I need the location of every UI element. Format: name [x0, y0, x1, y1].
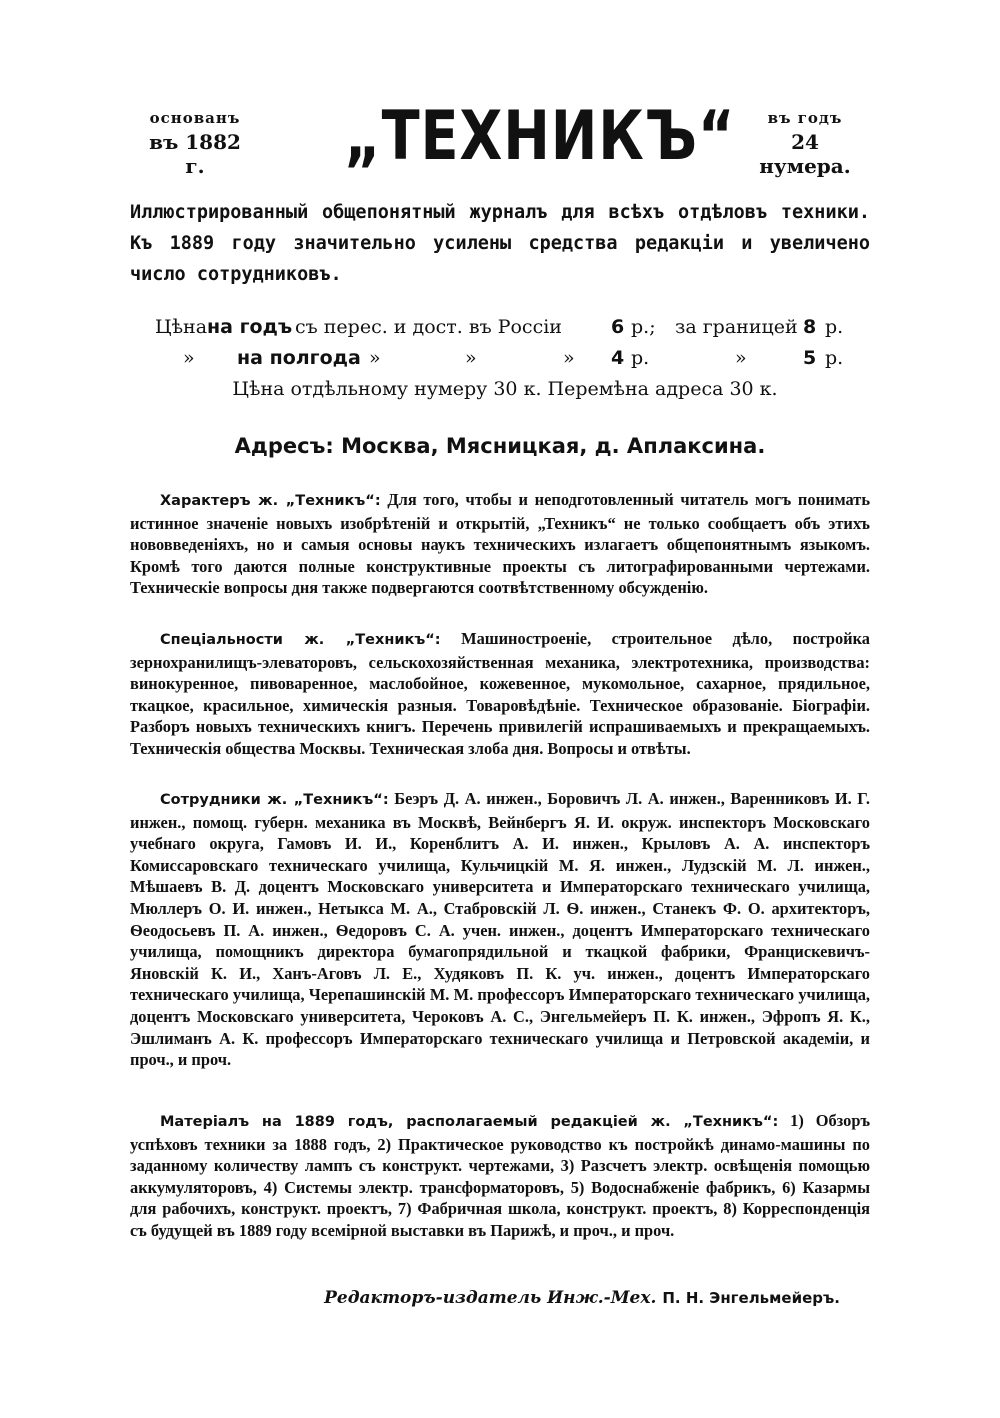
section-character [130, 489, 870, 599]
ditto-mark: » [563, 347, 575, 369]
intro-text: Иллюстрированный общепонятный журналъ для всѣхъ отдѣловъ техники. Къ 1889 году значительно усилены средства редакціи и увеличено число сотрудниковъ. [130, 202, 870, 285]
editor-name: П. Н. Энгельмейеръ. [662, 1289, 840, 1307]
price-row-half-year [155, 347, 855, 378]
section-contributors [130, 788, 870, 1071]
founded-label: основанъ [149, 109, 241, 127]
masthead [130, 92, 870, 192]
issues-count: 24 нумера. [759, 130, 851, 178]
section-heading: Характеръ ж. „Техникъ“: [160, 493, 381, 509]
section-specialties [130, 628, 870, 760]
price-year-abroad: 8 [803, 316, 817, 338]
editor-role: Редакторъ-издатель Инж.-Мех. [324, 1288, 657, 1308]
editor-signature [130, 1288, 840, 1308]
currency-label: р.; [631, 316, 656, 338]
ditto-mark: » [465, 347, 477, 369]
section-materials [130, 1110, 870, 1242]
issues-label: въ годъ [767, 109, 843, 127]
section-heading: Матеріалъ на 1889 годъ, располагаемый редакціей ж. „Техникъ“: [160, 1114, 779, 1130]
ditto-mark: » [735, 347, 747, 369]
issues-block [750, 106, 860, 178]
currency-label: р. [825, 316, 844, 338]
editorial-address: Адресъ: Москва, Мясницкая, д. Аплаксина. [234, 434, 766, 458]
abroad-label: за границей [675, 316, 798, 338]
period-half-year: на полгода [237, 347, 361, 369]
price-block [155, 316, 855, 409]
section-heading: Спеціальности ж. „Техникъ“: [160, 632, 441, 648]
ditto-mark: » [183, 347, 195, 369]
delivery-text: съ перес. и дост. въ Россіи [295, 316, 562, 338]
price-year-russia: 6 [611, 316, 625, 338]
founded-year: въ 1882 г. [149, 130, 241, 178]
ditto-mark: » [369, 347, 381, 369]
price-row-year [155, 316, 855, 347]
founded-block [140, 106, 250, 178]
price-label: Цѣна [155, 316, 208, 338]
price-row-single [155, 378, 855, 409]
journal-title: „ТЕХНИКЪ“ [344, 97, 736, 176]
price-half-abroad: 5 [803, 347, 817, 369]
section-text: 1) Обзоръ успѣховъ техники за 1888 годъ, 2) Практическое руководство къ постройкѣ динамо-машины по заданному количеству лампъ съ конструкт. чертежами, 3) Разсчетъ электр. освѣщенія помощью аккумуляторовъ, 4) Системы электр. трансформаторовъ, 5) Водоснабженіе фабрикъ, 6) Казармы для рабочихъ, конструкт. проектъ, 7) Фабричная школа, конструкт. проектъ, 8) Корреспонденція съ будущей въ 1889 году всемірной выставки въ Парижѣ, и проч., и проч. [130, 1111, 870, 1240]
currency-label: р. [631, 347, 650, 369]
period-year: на годъ [207, 316, 293, 338]
section-heading: Сотрудники ж. „Техникъ“: [160, 792, 389, 808]
section-text: Беэръ Д. А. инжен., Боровичъ Л. А. инжен., Варенниковъ И. Г. инжен., помощ. губерн. механика въ Москвѣ, Вейнбергъ Я. И. окруж. инспекторъ Московскаго учебнаго округа, Гамовъ И. И., Коренблитъ А. И. инжен., Крыловъ А. А. инспекторъ Комиссаровскаго техническаго училища, Кульчицкій М. Я. инжен., Лудзскій М. Л. инжен., Мѣшаевъ В. Д. доцентъ Московскаго университета и Императорскаго техническаго училища, Мюллеръ О. И. инжен., Нетыкса М. А., Стабровскій Л. Ѳ. инжен., Станекъ Ф. О. архитекторъ, Ѳеодосьевъ П. А. инжен., Ѳедоровъ С. А. учен. инжен., доцентъ Императорскаго техническаго училища, помощникъ директора бумагопрядильной и ткацкой фабрики, Францискевичъ-Яновскій К. И., Ханъ-Аговъ Л. Е., Худяковъ П. К. уч. инжен., доцентъ Императорскаго техническаго училища, Черепашинскій М. М. профессоръ Императорскаго техническаго училища, доцентъ Московскаго университета, Чероковъ А. С., Энгельмейеръ П. К. инжен., Эфропъ Я. К., Эшлиманъ А. К. профессоръ Императорскаго техническаго училища и Петровской академіи, и проч., и проч. [130, 789, 870, 1070]
currency-label: р. [825, 347, 844, 369]
price-half-russia: 4 [611, 347, 625, 369]
section-text: Машиностроеніе, строительное дѣло, постройка зернохранилищъ-элеваторовъ, сельскохозяйственная механика, электротехника, производства: винокуренное, пивоваренное, маслобойное, кожевенное, мукомольное, сахарное, прядильное, ткацкое, красильное, химическія разныя. Товаровѣдѣніе. Техническое образованіе. Біографіи. Разборъ новыхъ техническихъ книгъ. Перечень привилегій испрашиваемыхъ и прекращаемыхъ. Техническія общества Москвы. Техническая злоба дня. Вопросы и отвѣты. [130, 629, 870, 758]
single-issue-price: Цѣна отдѣльному нумеру 30 к. Перемѣна адреса 30 к. [232, 378, 778, 400]
section-text: Для того, чтобы и неподготовленный читатель могъ понимать истинное значеніе новыхъ изобрѣтеній и открытій, „Техникъ“ не только сообщаетъ объ этихъ нововведеніяхъ, но и самыя основы наукъ техническихъ излагаетъ общепонятнымъ языкомъ. Кромѣ того даются полные конструктивные проекты съ литографированными чертежами. Техническіе вопросы дня также подвергаются соотвѣтственному обсужденію. [130, 490, 870, 598]
